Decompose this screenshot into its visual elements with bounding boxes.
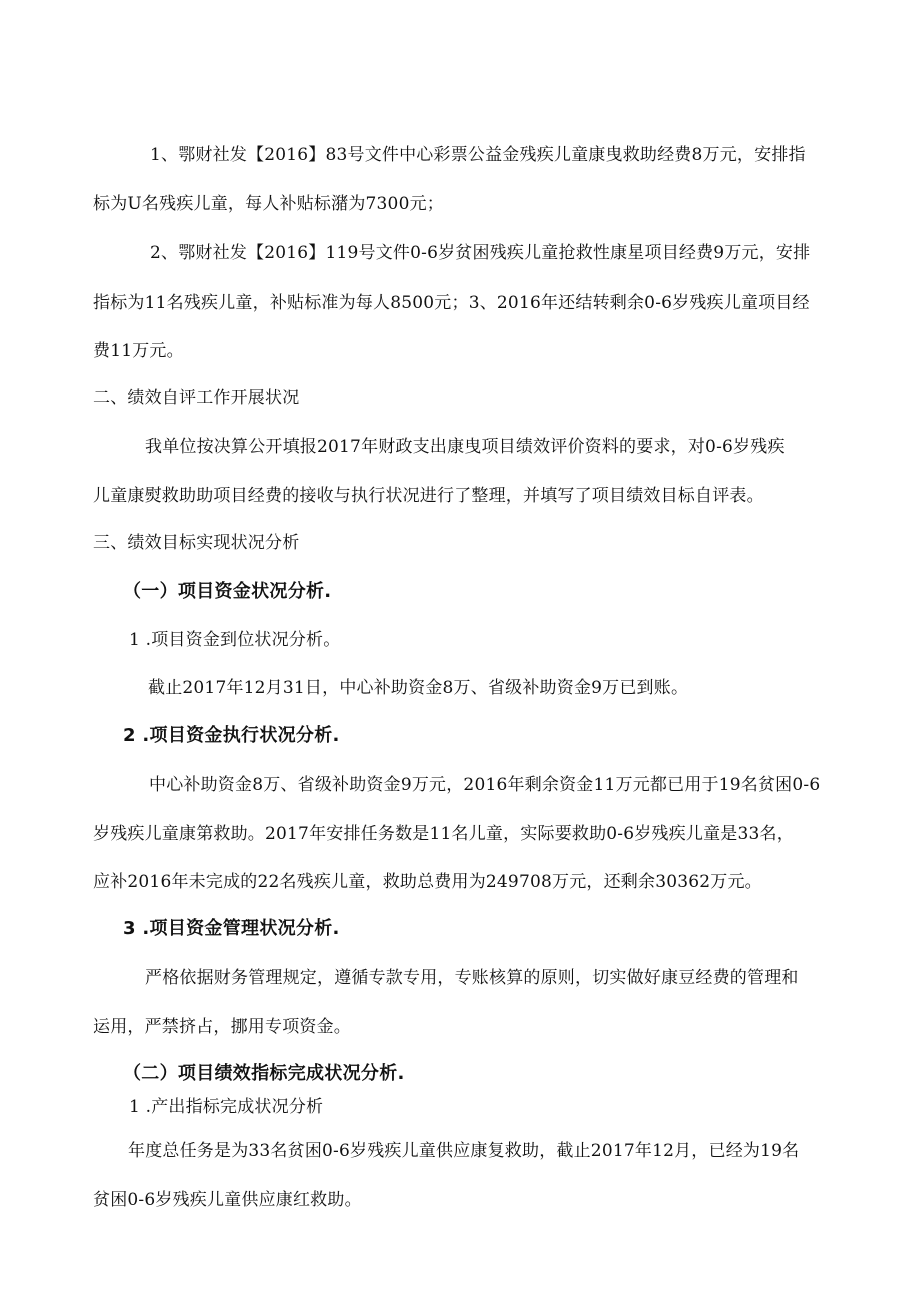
sub1-item3-line2: 运用，严禁挤占，挪用专项资金。 bbox=[93, 1017, 351, 1037]
section3-heading: 三、绩效目标实现状况分析 bbox=[93, 533, 300, 553]
paragraph-item1-line1: 1、鄂财社发【2016】83号文件中心彩票公益金残疾儿童康曳救助经费8万元，安排指 bbox=[150, 145, 806, 165]
section2-paragraph-line1: 我单位按决算公开填报2017年财政支出康曳项目绩效评价资料的要求，对0-6岁残疾 bbox=[145, 437, 785, 457]
sub1-item2-line1: 中心补助资金8万、省级补助资金9万元，2016年剩余资金11万元都已用于19名贫困0-6 bbox=[149, 775, 821, 795]
sub1-item3-heading: 3 .项目资金管理状况分析. bbox=[123, 918, 340, 939]
section2-paragraph-line2: 儿童康熨救助助项目经费的接收与执行状况进行了整理，并填写了项目绩效目标自评表。 bbox=[93, 486, 764, 506]
sub2-item1-line2: 贫困0-6岁残疾儿童供应康红救助。 bbox=[93, 1190, 362, 1210]
sub1-item2-line2: 岁残疾儿童康第救助。2017年安排任务数是11名儿童，实际要救助0-6岁残疾儿童是33名， bbox=[93, 824, 794, 844]
paragraph-item1-line2: 标为U名残疾儿童，每人补贴标潴为7300元； bbox=[93, 194, 444, 214]
section3-sub1-heading: （一）项目资金状况分析. bbox=[123, 581, 332, 602]
sub2-item1-heading: 1 .产出指标完成状况分析 bbox=[129, 1097, 324, 1117]
paragraph-item2-line1: 2、鄂财社发【2016】119号文件0-6岁贫困残疾儿童抢救性康星项目经费9万元，安排 bbox=[150, 243, 811, 263]
sub1-item2-heading: 2 .项目资金执行状况分析. bbox=[123, 725, 340, 746]
paragraph-item2-line2: 指标为11名残疾儿童，补贴标准为每人8500元；3、2016年还结转剩余0-6岁残疾儿童项目经 bbox=[93, 293, 810, 313]
sub1-item2-line3: 应补2016年未完成的22名残疾儿童，救助总费用为249708万元，还剩余30362万元。 bbox=[93, 872, 762, 892]
sub1-item1-text: 截止2017年12月31日，中心补助资金8万、省级补助资金9万已到账。 bbox=[148, 678, 689, 698]
paragraph-item2-line3: 费11万元。 bbox=[93, 341, 184, 361]
sub2-item1-line1: 年度总任务是为33名贫困0-6岁残疾儿童供应康复救助，截止2017年12月，已经为19名 bbox=[128, 1141, 800, 1161]
sub1-item1-heading: 1 .项目资金到位状况分析。 bbox=[129, 630, 341, 650]
section2-heading: 二、绩效自评工作开展状况 bbox=[93, 388, 300, 408]
sub1-item3-line1: 严格依据财务管理规定，遵循专款专用，专账核算的原则，切实做好康豆经费的管理和 bbox=[145, 968, 799, 988]
section3-sub2-heading: （二）项目绩效指标完成状况分析. bbox=[123, 1063, 405, 1084]
